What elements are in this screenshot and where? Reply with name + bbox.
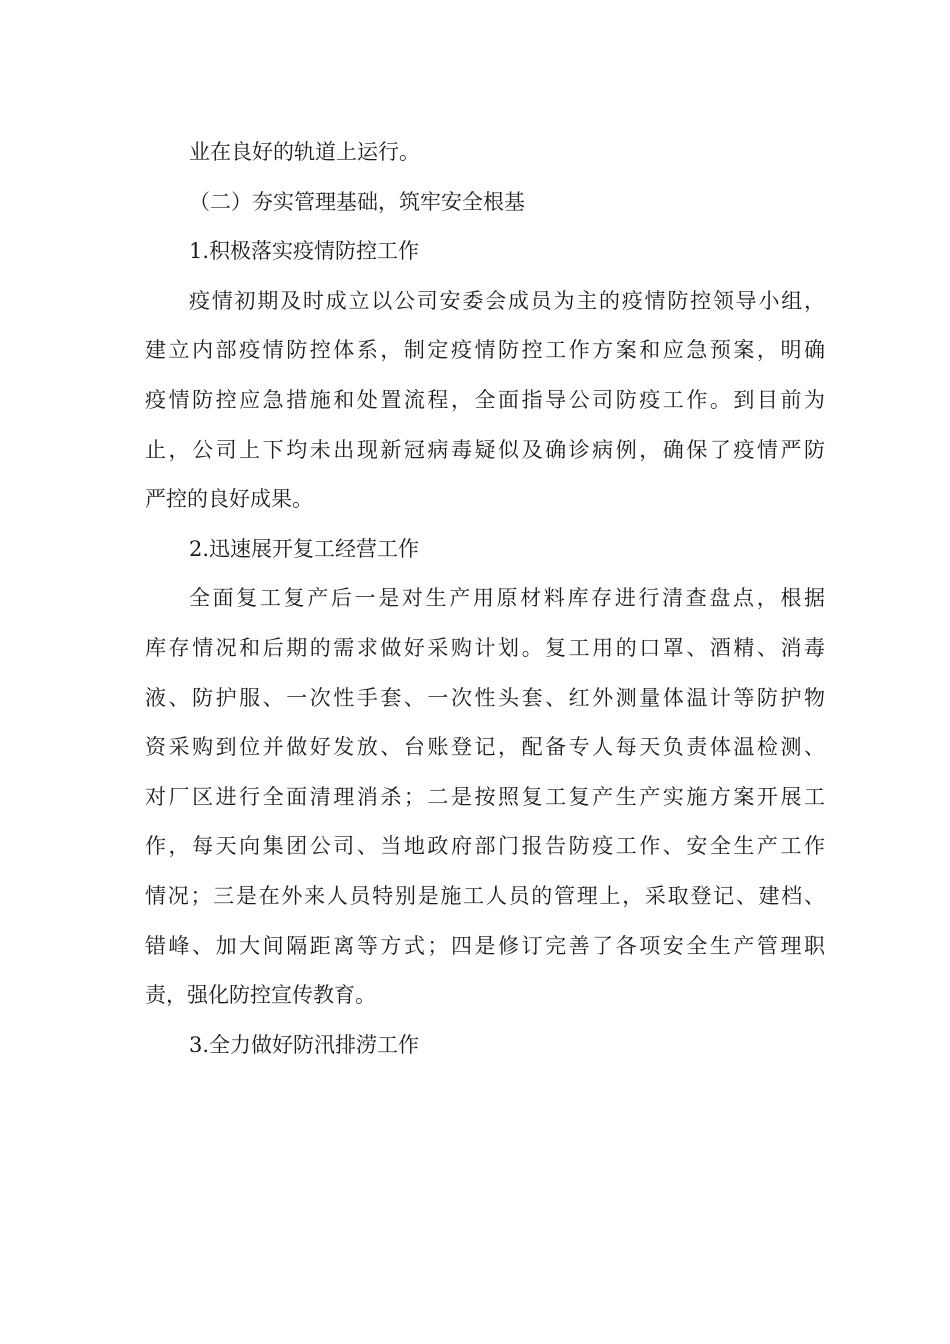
paragraph-continuation: 业在良好的轨道上运行。 [189, 140, 420, 164]
subsection-heading-3: 3.全力做好防汛排涝工作 [189, 1032, 420, 1057]
paragraph-line: 资采购到位并做好发放、台账登记，配备专人每天负责体温检测、 [145, 735, 825, 760]
subsection-heading-1: 1.积极落实疫情防控工作 [189, 239, 420, 264]
paragraph-line: 疫情初期及时成立以公司安委会成员为主的疫情防控领导小组， [189, 288, 825, 313]
paragraph-line: 止，公司上下均未出现新冠病毒疑似及确诊病例，确保了疫情严防 [145, 437, 825, 462]
paragraph-line: 对厂区进行全面清理消杀；二是按照复工复产生产实施方案开展工 [145, 784, 825, 809]
paragraph-line: 错峰、加大间隔距离等方式；四是修订完善了各项安全生产管理职 [145, 933, 825, 958]
document-body [145, 128, 825, 1070]
paragraph-line: 作，每天向集团公司、当地政府部门报告防疫工作、安全生产工作 [145, 834, 825, 859]
paragraph-line: 责，强化防控宣传教育。 [145, 983, 376, 1008]
section-heading: （二）夯实管理基础，筑牢安全根基 [189, 189, 525, 214]
paragraph-line: 疫情防控应急措施和处置流程，全面指导公司防疫工作。到目前为 [145, 387, 825, 412]
paragraph-line: 情况；三是在外来人员特别是施工人员的管理上，采取登记、建档、 [145, 883, 825, 908]
paragraph-line: 库存情况和后期的需求做好采购计划。复工用的口罩、酒精、消毒 [145, 635, 825, 660]
subsection-heading-2: 2.迅速展开复工经营工作 [189, 536, 420, 561]
paragraph-line: 液、防护服、一次性手套、一次性头套、红外测量体温计等防护物 [145, 685, 825, 710]
paragraph-line: 建立内部疫情防控体系，制定疫情防控工作方案和应急预案，明确 [145, 338, 825, 363]
paragraph-line: 严控的良好成果。 [145, 487, 313, 512]
paragraph-line: 全面复工复产后一是对生产用原材料库存进行清查盘点，根据 [189, 586, 825, 611]
